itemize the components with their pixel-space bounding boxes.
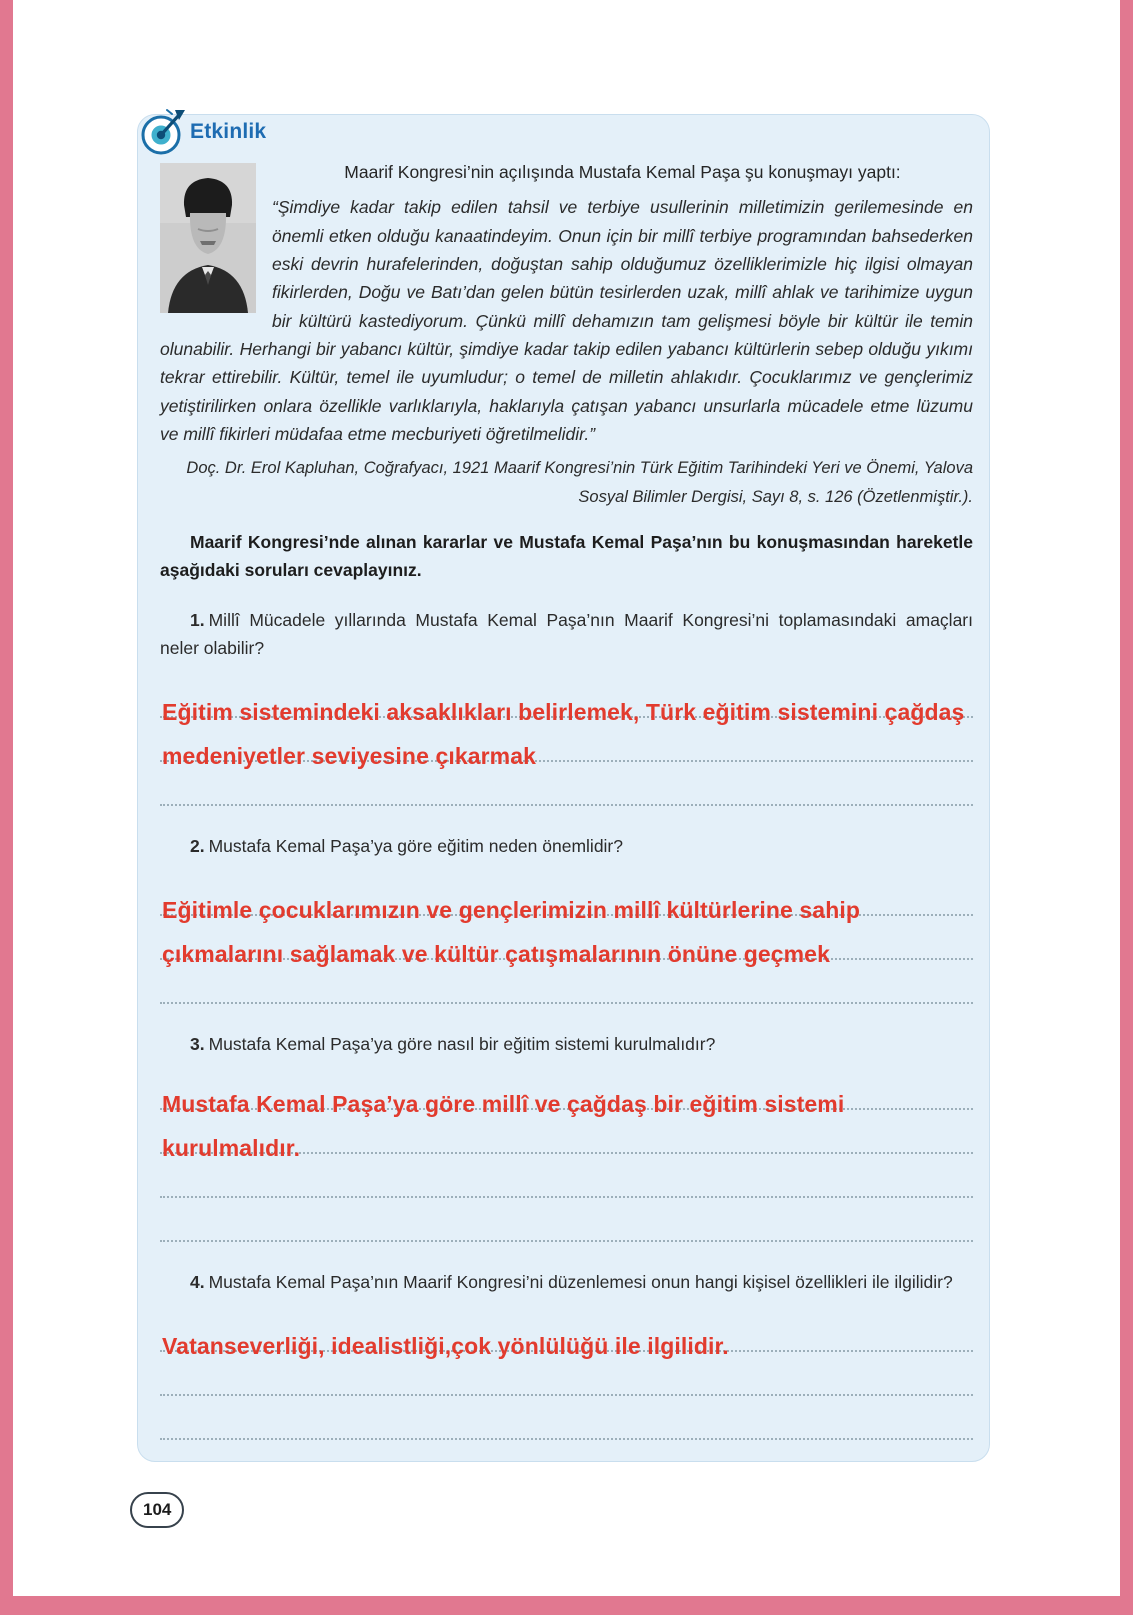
question-3-text: Mustafa Kemal Paşa’ya göre nasıl bir eğitim sistemi kurulmalıdır? <box>208 1034 716 1055</box>
question-3-number: 3. <box>190 1034 205 1055</box>
question-3 <box>160 1030 973 1058</box>
answer-3-text: Mustafa Kemal Paşa’ya göre millî ve çağdaş bir eğitim sistemi kurulmalıdır. <box>162 1091 845 1162</box>
activity-card <box>137 114 990 1462</box>
instruction-text: Maarif Kongresi’nde alınan kararlar ve Mustafa Kemal Paşa’nın bu konuşmasından hareketle aşağıdaki soruları cevaplayınız. <box>160 532 973 581</box>
bottom-edge-bar <box>0 1596 1133 1615</box>
left-edge-bar <box>0 0 13 1615</box>
question-1-number: 1. <box>190 610 205 631</box>
right-edge-bar <box>1120 0 1133 1615</box>
question-4-text: Mustafa Kemal Paşa’nın Maarif Kongresi’ni düzenlemesi onun hangi kişisel özellikleri ile ilgilidir? <box>208 1272 953 1293</box>
question-4 <box>160 1268 973 1296</box>
question-1-text: Millî Mücadele yıllarında Mustafa Kemal Paşa’nın Maarif Kongresi’ni toplamasındaki amaçları neler olabilir? <box>160 610 973 659</box>
citation-text: Doç. Dr. Erol Kapluhan, Coğrafyacı, 1921 Maarif Kongresi’nin Türk Eğitim Tarihindeki Yeri ve Önemi, Yalova Sosyal Bilimler Dergisi, Sayı 8, s. 126 (Özetlenmiştir.). <box>186 459 973 507</box>
question-block-3 <box>160 1030 973 1242</box>
target-dart-icon <box>139 108 187 156</box>
dotted-line <box>160 1396 973 1440</box>
answer-2-text: Eğitimle çocuklarımızın ve gençlerimizin millî kültürlerine sahip çıkmalarını sağlamak ve kültür çatışmalarının önüne geçmek <box>162 897 860 968</box>
answer-4-text: Vatanseverliği, idealistliği,çok yönlülüğü ile ilgilidir. <box>162 1333 729 1360</box>
question-block-2 <box>160 832 973 1004</box>
dotted-line <box>160 1198 973 1242</box>
answer-area-2 <box>160 872 973 1004</box>
question-2 <box>160 832 973 860</box>
question-block-4 <box>160 1268 973 1440</box>
answer-area-3 <box>160 1066 973 1242</box>
question-2-number: 2. <box>190 836 205 857</box>
answer-1-text: Eğitim sistemindeki aksaklıkları belirlemek, Türk eğitim sistemini çağdaş medeniyetler seviyesine çıkarmak <box>162 699 965 770</box>
quote-text: “Şimdiye kadar takip edilen tahsil ve terbiye usullerinin milletimizin gerilemesinde en önemli etken olduğu kanaatindeyim. Onun için bir millî terbiye programından bahsederken eski devrin hurafelerinden, doğuştan sahip olduğumuz özelliklerimizle hiç ilgisi olmayan fikirlerden, Doğu ve Batı’dan gelen bütün tesirlerden uzak, millî ahlak ve tarihimize uygun bir kültürü kastediyorum. Çünkü millî dehamızın tam gelişmesi böyle bir kültür ile temin olunabilir. Herhangi bir yabancı kültür, şimdiye kadar takip edilen yabancı kültürlerin sebep olduğu yıkımı tekrar ettirebilir. Kültür, temel ile uyumludur; o temel de milletin ahlakıdır. Çocuklarımız ve gençlerimiz yetiştirilirken onlara özellikle varlıklarıyla, haklarıyla çatışan yabancı unsurlarla mücadele etme lüzumu ve millî fikirleri müdafaa etme mecburiyeti öğretilmelidir.” <box>160 197 973 444</box>
question-4-number: 4. <box>190 1272 205 1293</box>
activity-label: Etkinlik <box>190 120 267 143</box>
question-1 <box>160 606 973 662</box>
activity-content <box>138 115 989 1440</box>
question-2-text: Mustafa Kemal Paşa’ya göre eğitim neden önemlidir? <box>208 836 623 857</box>
page-number-label: 104 <box>143 1500 172 1519</box>
question-block-1 <box>160 606 973 806</box>
page-number <box>130 1492 184 1528</box>
answer-area-4 <box>160 1308 973 1440</box>
ataturk-portrait <box>160 163 256 313</box>
activity-header <box>139 108 266 156</box>
answer-area-1 <box>160 674 973 806</box>
intro-text: Maarif Kongresi’nin açılışında Mustafa Kemal Paşa şu konuşmayı yaptı: <box>344 162 901 182</box>
